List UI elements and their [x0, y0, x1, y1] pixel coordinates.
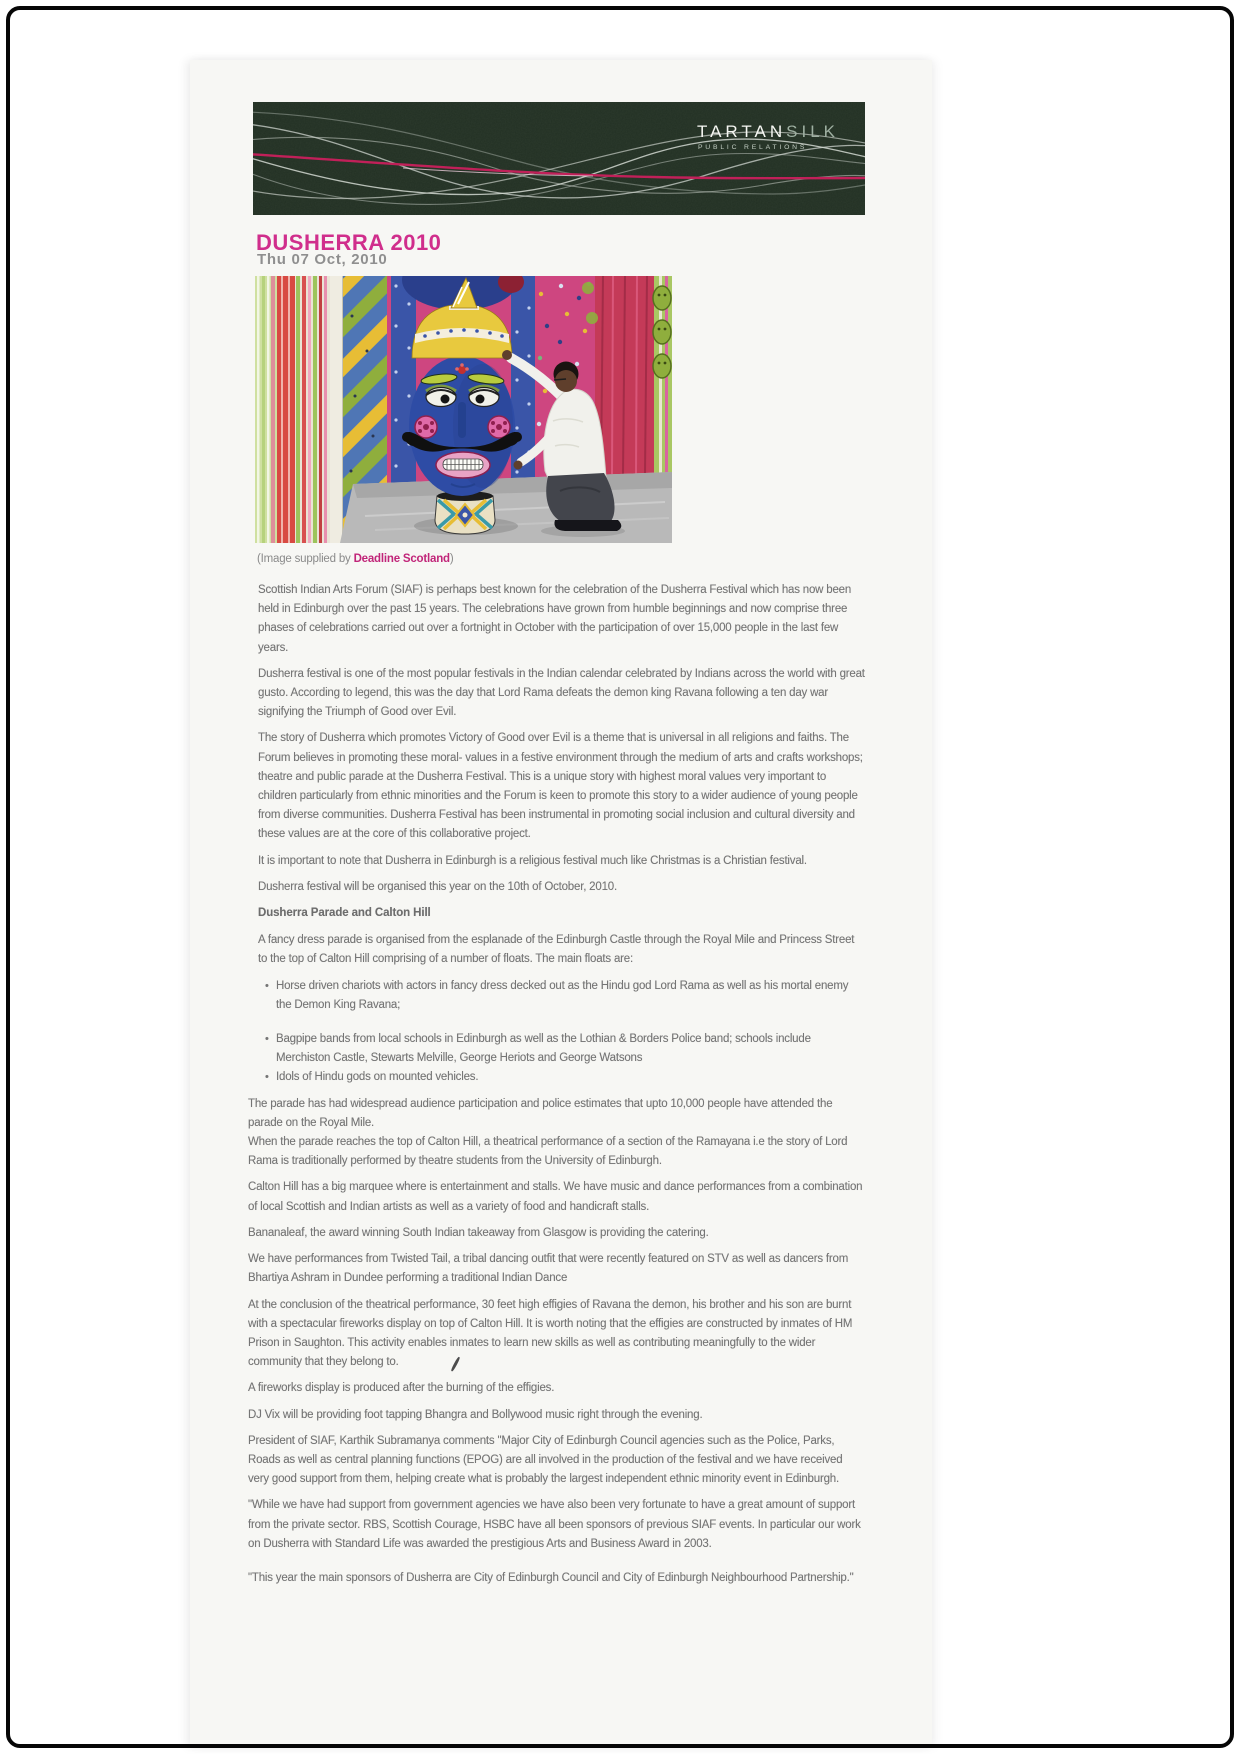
- bullet-list-floats-2: [248, 1030, 866, 1088]
- swoosh-graphic: [253, 102, 865, 215]
- paragraph-sponsors-quote: "While we have had support from government agencies we have also been very fortunate to have a great amount of support from the private sector. RBS, Scottish Courage, HSBC have all been sponsors of previous SIAF events. In particular our work on Dusherra with Standard Life was awarded the prestigious Arts and Business Award in 2003.: [248, 1499, 861, 1550]
- brand-tagline: PUBLIC RELATIONS: [697, 144, 808, 151]
- list-item-idols: • Idols of Hindu gods on mounted vehicles.: [276, 1068, 866, 1087]
- paragraph-main-sponsors-quote: "This year the main sponsors of Dusherra are City of Edinburgh Council and City of Edinburgh Neighbourhood Partnership.": [248, 1571, 854, 1584]
- paragraph-note: It is important to note that Dusherra in Edinburgh is a religious festival much like Christmas is a Christian festival.: [258, 854, 807, 867]
- photo-caption: [257, 553, 454, 565]
- ravana-effigy-illustration: [255, 276, 672, 543]
- caption-text: (Image supplied by: [257, 553, 354, 565]
- paragraph-intro: Scottish Indian Arts Forum (SIAF) is perhaps best known for the celebration of the Dusherra Festival which has now been held in Edinburgh over the past 15 years. The celebrations have grown from humble beginnings and now comprise three phases of celebrations carried out over a fortnight in October with the participation of over 15,000 people in the last few years.: [258, 584, 852, 654]
- caption-credit-link[interactable]: Deadline Scotland: [353, 553, 450, 565]
- paragraph-parade-crowd: The parade has had widespread audience participation and police estimates that upto 10,000 people have attended the parade on the Royal Mile.: [248, 1097, 833, 1129]
- paragraph-festival: Dusherra festival is one of the most popular festivals in the Indian calendar celebrated by Indians across the world with great gusto. According to legend, this was the day that Lord Rama defeats the demon king Ravana following a ten day war signifying the Triumph of Good over Evil.: [258, 667, 865, 719]
- brand-logo: [697, 122, 839, 151]
- caption-text-suffix: ): [449, 553, 454, 565]
- paragraph-president-quote: President of SIAF, Karthik Subramanya comments "Major City of Edinburgh Council agencies such as the Police, Parks, Roads as well as central planning functions (EPOG) are all involved in the production of the festival and we have received very good support from them, helping create what is probably the largest independent ethnic minority event in Edinburgh.: [248, 1434, 843, 1486]
- paragraph-djvix: DJ Vix will be providing foot tapping Bhangra and Bollywood music right through the evening.: [248, 1408, 703, 1421]
- bullet-list-floats-1: [248, 977, 866, 1015]
- page-title: DUSHERRA 2010: [256, 229, 442, 255]
- paragraph-parade-intro: A fancy dress parade is organised from the esplanade of the Edinburgh Castle through the Royal Mile and Princess Street to the top of Calton Hill comprising of a number of floats. The main floats are:: [258, 934, 855, 966]
- paragraph-date-announce: Dusherra festival will be organised this year on the 10th of October, 2010.: [258, 880, 617, 893]
- list-item-chariots: • Horse driven chariots with actors in fancy dress decked out as the Hindu god Lord Rama as well as his mortal enemy the Demon King Ravana;: [276, 977, 866, 1015]
- brand-wordmark: [697, 122, 839, 142]
- article-body: [248, 581, 866, 1595]
- list-item-bagpipes: • Bagpipe bands from local schools in Edinburgh as well as the Lothian & Borders Police band; schools include Merchiston Castle, Stewarts Melville, George Heriots and George Watsons: [276, 1030, 866, 1068]
- article-photo: [255, 276, 672, 543]
- paragraph-marquee: Calton Hill has a big marquee where is entertainment and stalls. We have music and dance performances from a combination of local Scottish and Indian artists as well as a variety of food and handicraft stalls.: [248, 1181, 863, 1213]
- article-date: Thu 07 Oct, 2010: [257, 251, 388, 268]
- paragraph-fireworks: A fireworks display is produced after the burning of the effigies.: [248, 1382, 555, 1395]
- paragraph-performances: We have performances from Twisted Tail, a tribal dancing outfit that were recently featured on STV as well as dancers from Bhartiya Ashram in Dundee performing a traditional Indian Dance: [248, 1253, 849, 1285]
- paragraph-catering: Bananaleaf, the award winning South Indian takeaway from Glasgow is providing the catering.: [248, 1226, 709, 1239]
- paragraph-parade-theatre: When the parade reaches the top of Calton Hill, a theatrical performance of a section of the Ramayana i.e the story of Lord Rama is traditionally performed by theatre students from the University of Edinburgh.: [248, 1136, 848, 1168]
- header-banner: [253, 102, 865, 215]
- paragraph-story: The story of Dusherra which promotes Victory of Good over Evil is a theme that is universal in all religions and faiths. The Forum believes in promoting these moral- values in a festive environment through the medium of arts and crafts workshops; theatre and public parade at the Dusherra Festival. This is a unique story with highest moral values very important to children particularly from ethnic minorities and the Forum is keen to promote this story to a wider audience of young people from diverse communities. Dusherra Festival has been instrumental in promoting social inclusion and cultural diversity and these values are at the core of this collaborative project.: [258, 732, 863, 841]
- brand-name-primary: TARTAN: [696, 122, 787, 141]
- section-heading-parade: Dusherra Parade and Calton Hill: [258, 907, 431, 920]
- paragraph-effigies: At the conclusion of the theatrical performance, 30 feet high effigies of Ravana the demon, his brother and his son are burnt with a spectacular fireworks display on top of Calton Hill. It is worth noting that the effigies are constructed by inmates of HM Prison in Saughton. This activity enables inmates to learn new skills as well as contributing meaningfully to the wider community that they belong to.: [248, 1298, 853, 1369]
- brand-name-secondary: SILK: [786, 122, 839, 141]
